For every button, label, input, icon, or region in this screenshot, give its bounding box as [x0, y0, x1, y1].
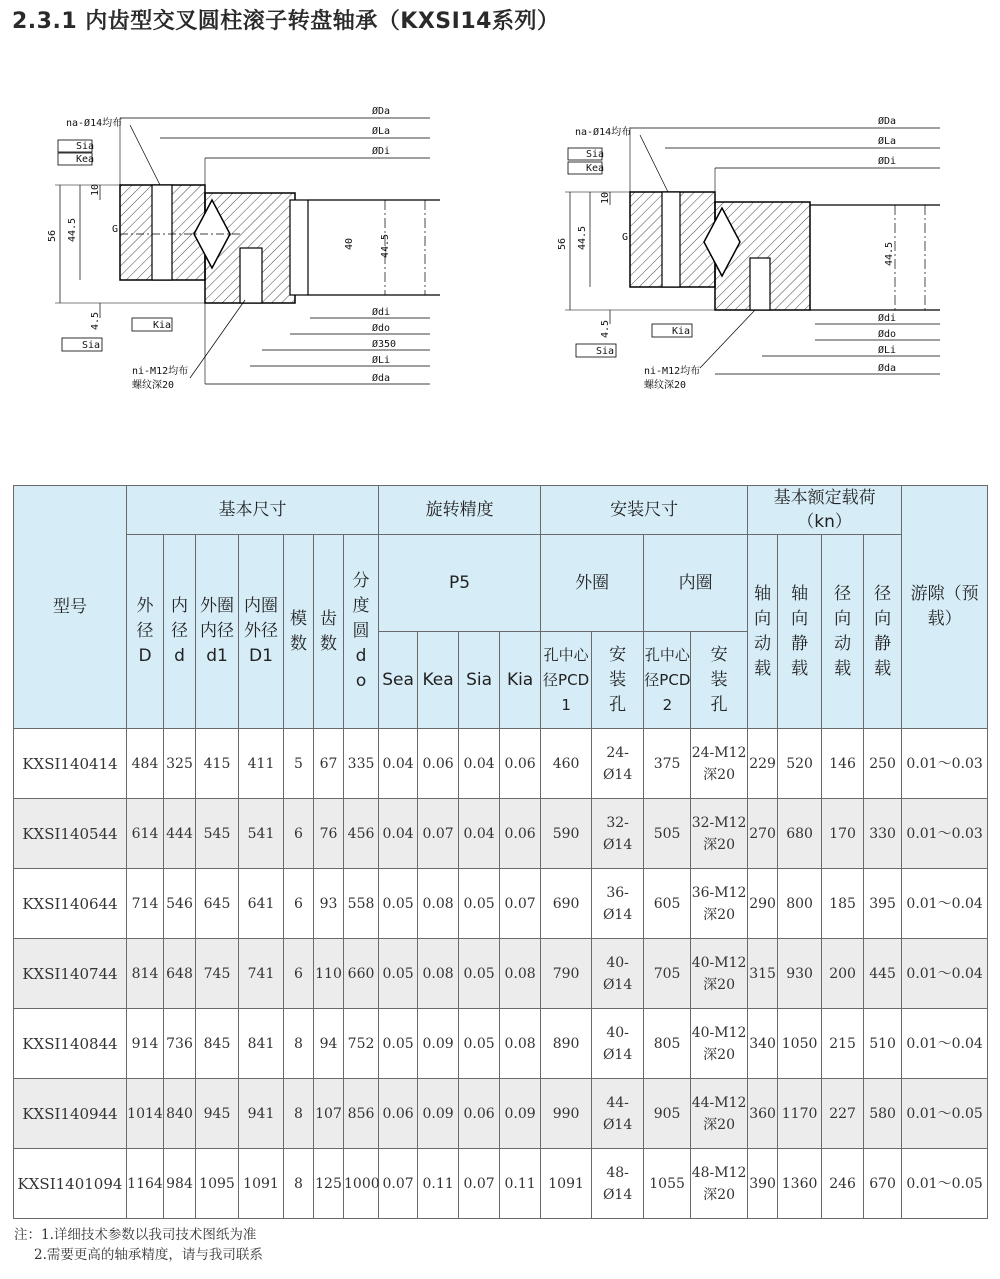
- th-module: 模数: [284, 535, 314, 729]
- th-Cr: 径向动载: [822, 535, 864, 729]
- Di-label: ØDi: [878, 156, 897, 167]
- table-cell: 1000: [344, 1149, 379, 1219]
- cell-line: 32-M12: [691, 814, 747, 831]
- La-label: ØLa: [878, 136, 897, 147]
- table-cell: 741: [239, 939, 284, 1009]
- kea-label: Kea: [586, 163, 605, 174]
- table-cell: 814: [127, 939, 164, 1009]
- sia-label: Sia: [76, 141, 95, 152]
- g-label: G: [112, 224, 119, 235]
- table-cell: 93: [314, 869, 344, 939]
- holes-label: na-Ø14均布: [66, 118, 123, 129]
- notes: [14, 1225, 263, 1265]
- cell-line: 44-M12: [691, 1094, 747, 1111]
- table-cell: 0.07: [418, 799, 459, 869]
- note-2: 2.需要更高的轴承精度，请与我司联系: [34, 1247, 263, 1263]
- model-cell: KXSI140944: [14, 1079, 127, 1149]
- table-cell: 0.08: [418, 939, 459, 1009]
- dim-4-5: 4.5: [600, 319, 611, 338]
- table-cell: 800: [778, 869, 822, 939]
- table-cell: [691, 729, 748, 799]
- table-cell: 0.01～0.03: [902, 729, 988, 799]
- table-cell: 0.07: [459, 1149, 500, 1219]
- table-cell: 0.04: [459, 729, 500, 799]
- model-cell: KXSI140844: [14, 1009, 127, 1079]
- table-cell: 790: [541, 939, 592, 1009]
- table-cell: [691, 1149, 748, 1219]
- table-cell: 67: [314, 729, 344, 799]
- table-cell: 0.01～0.05: [902, 1079, 988, 1149]
- table-cell: 0.05: [459, 1009, 500, 1079]
- table-cell: 315: [748, 939, 778, 1009]
- table-cell: 110: [314, 939, 344, 1009]
- model-cell: KXSI140414: [14, 729, 127, 799]
- table-cell: 890: [541, 1009, 592, 1079]
- th-sea: Sea: [379, 632, 418, 729]
- dim-4-5: 4.5: [90, 311, 101, 330]
- table-cell: 325: [164, 729, 196, 799]
- table-cell: 736: [164, 1009, 196, 1079]
- table-cell: 6: [284, 799, 314, 869]
- table-cell: 590: [541, 799, 592, 869]
- table-cell: 0.08: [500, 939, 541, 1009]
- sia-label-bottom: Sia: [596, 346, 615, 357]
- page-title: 2.3.1 内齿型交叉圆柱滚子转盘轴承（KXSI14系列）: [12, 9, 560, 34]
- cross-section-drawing-left: [0, 0, 470, 430]
- dim-10: 10: [600, 191, 611, 204]
- table-row: [14, 799, 988, 869]
- table-cell: 48-Ø14: [592, 1149, 644, 1219]
- table-cell: 0.08: [418, 869, 459, 939]
- table-row: [14, 729, 988, 799]
- threaded-hole: [750, 258, 770, 310]
- table-cell: 200: [822, 939, 864, 1009]
- cell-line: 深20: [703, 1046, 735, 1063]
- table-cell: 680: [778, 799, 822, 869]
- table-cell: 0.01～0.03: [902, 799, 988, 869]
- da-label: Øda: [878, 363, 897, 374]
- th-d1: 外圈内径d1: [196, 535, 239, 729]
- thread-depth-label: 螺纹深20: [132, 380, 175, 391]
- table-cell: 660: [344, 939, 379, 1009]
- table-cell: [691, 799, 748, 869]
- table-cell: 36-Ø14: [592, 869, 644, 939]
- Da-label: ØDa: [878, 116, 897, 127]
- th-install: 安装尺寸: [541, 486, 748, 535]
- di-label: Ødi: [372, 307, 391, 318]
- th-model: 型号: [14, 486, 127, 729]
- table-cell: 0.05: [459, 939, 500, 1009]
- cell-line: 40-M12: [691, 1024, 747, 1041]
- table-cell: 270: [748, 799, 778, 869]
- th-pcd1: 孔中心径PCD1: [541, 632, 592, 729]
- table-cell: 714: [127, 869, 164, 939]
- do-label: Ødo: [372, 323, 391, 334]
- model-cell: KXSI140644: [14, 869, 127, 939]
- cell-line: 深20: [703, 1116, 735, 1133]
- table-cell: 841: [239, 1009, 284, 1079]
- table-cell: 1050: [778, 1009, 822, 1079]
- cell-line: 24-M12: [691, 744, 747, 761]
- table-cell: 8: [284, 1009, 314, 1079]
- th-D1: 内圈外径D1: [239, 535, 284, 729]
- table-cell: 645: [196, 869, 239, 939]
- th-kia: Kia: [500, 632, 541, 729]
- table-cell: 246: [822, 1149, 864, 1219]
- table-cell: [691, 939, 748, 1009]
- table-cell: 390: [748, 1149, 778, 1219]
- th-pcd2: 孔中心径PCD2: [644, 632, 691, 729]
- model-cell: KXSI140544: [14, 799, 127, 869]
- model-cell: KXSI1401094: [14, 1149, 127, 1219]
- table-cell: 0.04: [379, 729, 418, 799]
- table-cell: 146: [822, 729, 864, 799]
- table-cell: 670: [864, 1149, 902, 1219]
- note-1: 注：1.详细技术参数以我司技术图纸为准: [14, 1227, 257, 1243]
- table-cell: 0.06: [379, 1079, 418, 1149]
- table-cell: 545: [196, 799, 239, 869]
- th-clearance: 游隙（预载）: [902, 486, 988, 729]
- table-cell: 444: [164, 799, 196, 869]
- threads-label: ni-M12均布: [132, 366, 189, 377]
- table-cell: 32-Ø14: [592, 799, 644, 869]
- dim-44-5: 44.5: [67, 217, 78, 242]
- table-cell: [691, 1009, 748, 1079]
- table-cell: 0.06: [418, 729, 459, 799]
- do-label: Ødo: [878, 329, 897, 340]
- dim-44-5-inner: 44.5: [884, 241, 895, 266]
- table-cell: 0.05: [379, 939, 418, 1009]
- table-cell: 6: [284, 939, 314, 1009]
- table-cell: 8: [284, 1079, 314, 1149]
- table-cell: 945: [196, 1079, 239, 1149]
- table-cell: 845: [196, 1009, 239, 1079]
- table-cell: 648: [164, 939, 196, 1009]
- table-cell: 614: [127, 799, 164, 869]
- cell-line: 48-M12: [691, 1164, 747, 1181]
- dim-44-5-inner: 44.5: [380, 233, 391, 258]
- table-cell: 0.11: [500, 1149, 541, 1219]
- table-cell: 456: [344, 799, 379, 869]
- table-row: [14, 1009, 988, 1079]
- th-do: 分度圆do: [344, 535, 379, 729]
- table-cell: 1164: [127, 1149, 164, 1219]
- table-cell: 546: [164, 869, 196, 939]
- th-Coa: 轴向静载: [778, 535, 822, 729]
- table-cell: 375: [644, 729, 691, 799]
- table-cell: 1091: [239, 1149, 284, 1219]
- table-cell: 250: [864, 729, 902, 799]
- cell-line: 40-M12: [691, 954, 747, 971]
- table-cell: 690: [541, 869, 592, 939]
- table-cell: 580: [864, 1079, 902, 1149]
- th-hole2: 安装孔: [691, 632, 748, 729]
- di-label: Ødi: [878, 313, 897, 324]
- th-inner: 内圈: [644, 535, 748, 632]
- cell-line: 深20: [703, 906, 735, 923]
- table-cell: 44-Ø14: [592, 1079, 644, 1149]
- table-cell: 0.04: [459, 799, 500, 869]
- table-cell: 340: [748, 1009, 778, 1079]
- table-cell: 484: [127, 729, 164, 799]
- table-cell: 5: [284, 729, 314, 799]
- table-cell: 0.01～0.04: [902, 939, 988, 1009]
- table-cell: 705: [644, 939, 691, 1009]
- table-cell: 641: [239, 869, 284, 939]
- table-cell: 905: [644, 1079, 691, 1149]
- table-cell: 330: [864, 799, 902, 869]
- table-cell: 170: [822, 799, 864, 869]
- table-cell: 215: [822, 1009, 864, 1079]
- table-cell: 6: [284, 869, 314, 939]
- table-row: [14, 939, 988, 1009]
- table-cell: 1014: [127, 1079, 164, 1149]
- table-cell: 520: [778, 729, 822, 799]
- th-outer: 外圈: [541, 535, 644, 632]
- cross-section-drawing-right: [500, 0, 970, 430]
- table-cell: 227: [822, 1079, 864, 1149]
- table-cell: 856: [344, 1079, 379, 1149]
- table-cell: 107: [314, 1079, 344, 1149]
- mounting-hole: [152, 185, 172, 280]
- table-cell: 0.09: [418, 1079, 459, 1149]
- table-cell: 990: [541, 1079, 592, 1149]
- thread-depth-label: 螺纹深20: [644, 380, 687, 391]
- table-cell: 0.09: [500, 1079, 541, 1149]
- table-cell: 752: [344, 1009, 379, 1079]
- dim-56: 56: [557, 237, 568, 250]
- table-cell: 0.08: [500, 1009, 541, 1079]
- kia-label: Kia: [153, 320, 172, 331]
- cell-line: 深20: [703, 976, 735, 993]
- table-cell: 125: [314, 1149, 344, 1219]
- table-cell: 1360: [778, 1149, 822, 1219]
- th-D: 外径D: [127, 535, 164, 729]
- Di-label: ØDi: [372, 146, 391, 157]
- cell-line: 深20: [703, 836, 735, 853]
- dim-44-5: 44.5: [577, 225, 588, 250]
- table-cell: 0.01～0.05: [902, 1149, 988, 1219]
- table-cell: 0.11: [418, 1149, 459, 1219]
- holes-label: na-Ø14均布: [575, 127, 632, 138]
- table-cell: 0.05: [379, 1009, 418, 1079]
- cell-line: 36-M12: [691, 884, 747, 901]
- table-cell: 24-Ø14: [592, 729, 644, 799]
- Li-label: ØLi: [372, 355, 391, 366]
- table-cell: 558: [344, 869, 379, 939]
- th-Cor: 径向静载: [864, 535, 902, 729]
- spec-table: [13, 485, 988, 1219]
- table-cell: 415: [196, 729, 239, 799]
- table-row: [14, 1079, 988, 1149]
- table-row: [14, 869, 988, 939]
- table-cell: [691, 869, 748, 939]
- mounting-hole: [662, 192, 680, 287]
- table-cell: [691, 1079, 748, 1149]
- table-cell: 94: [314, 1009, 344, 1079]
- th-p5: P5: [379, 535, 541, 632]
- table-cell: 395: [864, 869, 902, 939]
- cell-line: 深20: [703, 1186, 735, 1203]
- table-cell: 0.01～0.04: [902, 869, 988, 939]
- da-label: Øda: [372, 373, 391, 384]
- table-cell: 0.04: [379, 799, 418, 869]
- table-cell: 745: [196, 939, 239, 1009]
- th-rotation: 旋转精度: [379, 486, 541, 535]
- th-d: 内径d: [164, 535, 196, 729]
- spec-table-body: [14, 729, 988, 1219]
- table-cell: 460: [541, 729, 592, 799]
- table-cell: 0.05: [379, 869, 418, 939]
- dim-40: 40: [344, 237, 355, 250]
- table-cell: 805: [644, 1009, 691, 1079]
- table-cell: 840: [164, 1079, 196, 1149]
- dim-10: 10: [90, 183, 101, 196]
- th-sia: Sia: [459, 632, 500, 729]
- d350-label: Ø350: [372, 339, 397, 350]
- table-cell: 229: [748, 729, 778, 799]
- model-cell: KXSI140744: [14, 939, 127, 1009]
- th-load: 基本额定载荷 （kn）: [748, 486, 902, 535]
- Da-label: ØDa: [372, 106, 391, 117]
- table-cell: 984: [164, 1149, 196, 1219]
- table-cell: 930: [778, 939, 822, 1009]
- th-kea: Kea: [418, 632, 459, 729]
- sia-label-bottom: Sia: [82, 340, 101, 351]
- table-cell: 0.07: [500, 869, 541, 939]
- La-label: ØLa: [372, 126, 391, 137]
- table-cell: 0.07: [379, 1149, 418, 1219]
- table-cell: 0.06: [459, 1079, 500, 1149]
- kia-label: Kia: [672, 326, 691, 337]
- table-cell: 605: [644, 869, 691, 939]
- kea-label: Kea: [76, 154, 95, 165]
- table-cell: 40-Ø14: [592, 1009, 644, 1079]
- table-cell: 411: [239, 729, 284, 799]
- table-cell: 290: [748, 869, 778, 939]
- th-Ca: 轴向动载: [748, 535, 778, 729]
- table-cell: 941: [239, 1079, 284, 1149]
- table-cell: 40-Ø14: [592, 939, 644, 1009]
- table-cell: 541: [239, 799, 284, 869]
- table-cell: 8: [284, 1149, 314, 1219]
- table-cell: 0.01～0.04: [902, 1009, 988, 1079]
- th-teeth: 齿数: [314, 535, 344, 729]
- table-cell: 1095: [196, 1149, 239, 1219]
- Li-label: ØLi: [878, 345, 897, 356]
- cell-line: 深20: [703, 766, 735, 783]
- dim-56: 56: [47, 229, 58, 242]
- table-cell: 0.06: [500, 729, 541, 799]
- table-cell: 0.05: [459, 869, 500, 939]
- table-cell: 445: [864, 939, 902, 1009]
- table-cell: 76: [314, 799, 344, 869]
- sia-label: Sia: [586, 149, 605, 160]
- table-cell: 0.09: [418, 1009, 459, 1079]
- table-cell: 1055: [644, 1149, 691, 1219]
- g-label: G: [622, 232, 629, 243]
- threaded-hole: [240, 248, 262, 303]
- table-cell: 914: [127, 1009, 164, 1079]
- table-cell: 0.06: [500, 799, 541, 869]
- table-row: [14, 1149, 988, 1219]
- table-cell: 335: [344, 729, 379, 799]
- table-cell: 510: [864, 1009, 902, 1079]
- table-cell: 185: [822, 869, 864, 939]
- th-hole1: 安装孔: [592, 632, 644, 729]
- table-cell: 1170: [778, 1079, 822, 1149]
- table-cell: 1091: [541, 1149, 592, 1219]
- th-basic: 基本尺寸: [127, 486, 379, 535]
- table-cell: 505: [644, 799, 691, 869]
- threads-label: ni-M12均布: [644, 366, 701, 377]
- table-cell: 360: [748, 1079, 778, 1149]
